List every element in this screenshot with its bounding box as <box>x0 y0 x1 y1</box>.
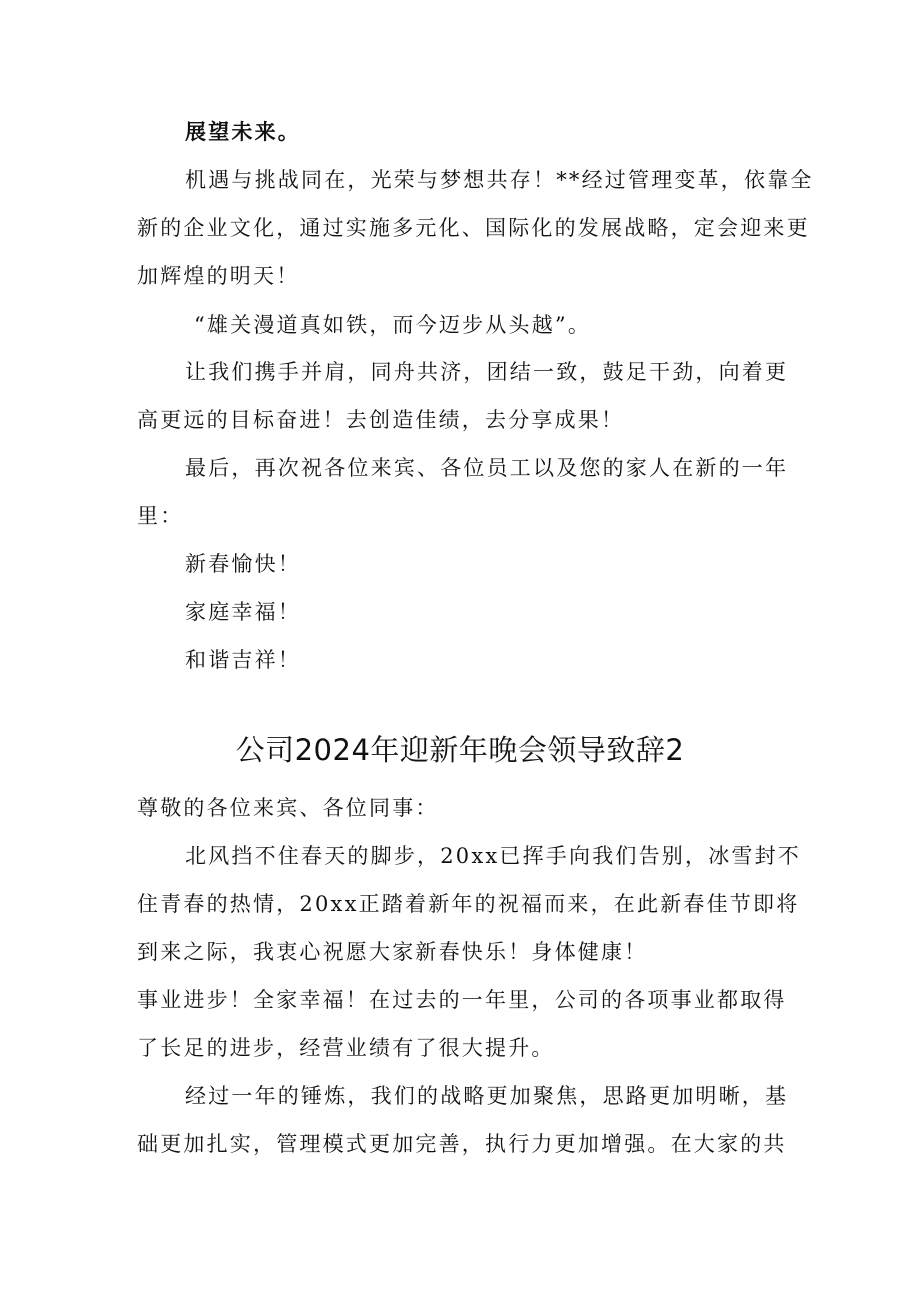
paragraph-line: 经过一年的锤炼，我们的战略更加聚焦，思路更加明晰，基 <box>185 1084 789 1108</box>
quote-line: “雄关漫道真如铁，而今迈步从头越”。 <box>194 313 592 337</box>
paragraph-line: 住青春的热情，20xx正踏着新年的祝福而来，在此新春佳节即将 <box>137 892 800 916</box>
paragraph-line: 础更加扎实，管理模式更加完善，执行力更加增强。在大家的共 <box>137 1132 787 1156</box>
paragraph-line: 到来之际，我衷心祝愿大家新春快乐！身体健康！ <box>137 940 648 964</box>
paragraph-line: 新的企业文化，通过实施多元化、国际化的发展战略，定会迎来更 <box>137 216 810 240</box>
paragraph-line: 了长足的进步，经营业绩有了很大提升。 <box>137 1036 555 1060</box>
wish-line: 新春愉快！ <box>185 552 301 576</box>
wish-line: 和谐吉祥！ <box>185 648 301 672</box>
paragraph-line: 北风挡不住春天的脚步，20xx已挥手向我们告别，冰雪封不 <box>185 844 802 868</box>
wish-line: 家庭幸福！ <box>185 600 301 624</box>
paragraph-line: 让我们携手并肩，同舟共济，团结一致，鼓足干劲，向着更 <box>185 360 789 384</box>
speech-title: 公司2024年迎新年晚会领导致辞2 <box>235 733 685 767</box>
section-heading: 展望未来。 <box>185 119 301 144</box>
salutation-line: 尊敬的各位来宾、各位同事： <box>137 796 439 820</box>
paragraph-line: 事业进步！全家幸福！在过去的一年里，公司的各项事业都取得 <box>137 988 787 1012</box>
paragraph-line: 里： <box>137 504 184 528</box>
paragraph-line: 最后，再次祝各位来宾、各位员工以及您的家人在新的一年 <box>185 456 789 480</box>
paragraph-line: 高更远的目标奋进！去创造佳绩，去分享成果！ <box>137 408 625 432</box>
paragraph-line: 加辉煌的明天！ <box>137 264 300 288</box>
paragraph-line: 机遇与挑战同在，光荣与梦想共存！**经过管理变革，依靠全 <box>185 168 814 192</box>
